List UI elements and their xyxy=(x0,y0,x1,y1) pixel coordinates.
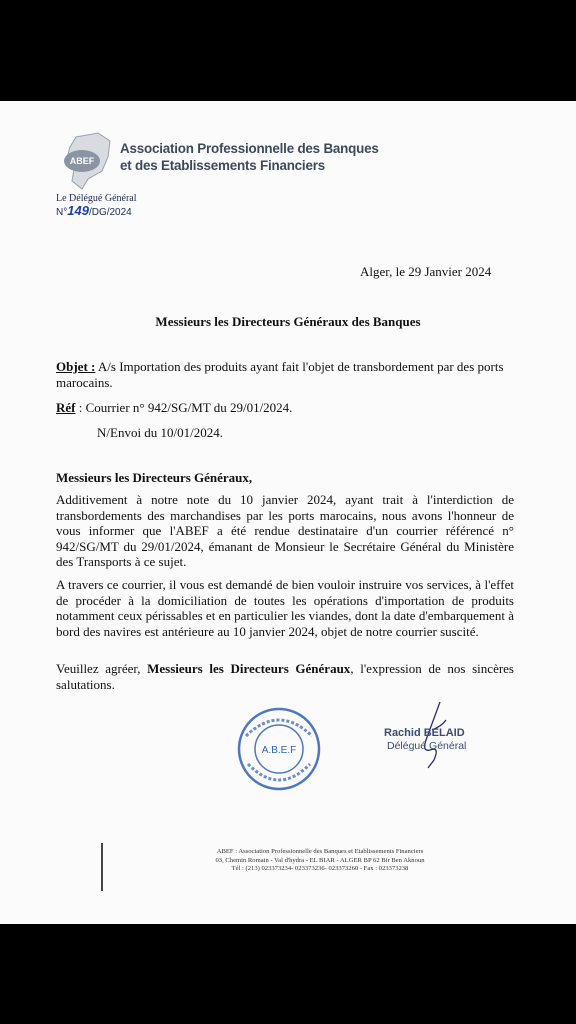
paragraph-1: Additivement à notre note du 10 janvier 2024, ayant trait à l'interdiction de transbordements des marchandises par les ports marocains, nous avons l'honneur de vous informer que l'ABEF a été rendue destinataire d'un courrier référencé n° 942/SG/MT du 29/01/2024, émanant de Monsieur le Secrétaire Général du Ministère des Transports à ce sujet. xyxy=(56,492,514,569)
closing-post: , l'expression de nos sincères salutations. xyxy=(56,661,514,692)
ref-suffix: /DG/2024 xyxy=(88,207,132,218)
reference-number xyxy=(56,205,137,219)
sender-title: Le Délégué Général xyxy=(56,193,137,204)
subject-line xyxy=(56,359,516,390)
reference-line xyxy=(56,400,516,416)
paragraph-2: A travers ce courrier, il vous est demandé de bien vouloir instruire vos services, à l'effet de procéder à la domiciliation de toutes les opérations d'importation de produits notamment ceux périssables et en particulier les viandes, dont la date d'embarquement à bord des navires est antérieure au 10 janvier 2024, objet de notre courrier suscité. xyxy=(56,577,514,639)
closing-paragraph xyxy=(56,661,514,692)
footer xyxy=(110,848,530,874)
logo-text: ABEF xyxy=(69,156,95,166)
reference-text: : Courrier n° 942/SG/MT du 29/01/2024. xyxy=(75,400,293,415)
subject-label: Objet : xyxy=(56,359,96,374)
organization-name xyxy=(120,140,379,174)
org-line-1: Association Professionnelle des Banques xyxy=(120,141,379,156)
addressee: Messieurs les Directeurs Généraux des Banques xyxy=(155,314,421,329)
footer-line-3: Tél : (213) 023373234- 023373236- 023373260 - Fax : 023373238 xyxy=(231,865,409,873)
footer-line-2: 03, Chemin Romain - Val d'hydra - EL BIAR - ALGER BP 62 Bir Ben Aknoun xyxy=(215,856,425,864)
org-line-2: et des Etablissements Financiers xyxy=(120,158,325,173)
closing-pre: Veuillez agréer, xyxy=(56,661,148,676)
ref-prefix: N° xyxy=(56,207,68,218)
signatory-name: Rachid BELAID xyxy=(384,727,465,739)
previous-dispatch: N/Envoi du 10/01/2024. xyxy=(97,425,224,440)
letter-date: Alger, le 29 Janvier 2024 xyxy=(360,264,492,279)
closing-bold: Messieurs les Directeurs Généraux xyxy=(147,661,351,676)
salutation: Messieurs les Directeurs Généraux, xyxy=(56,470,253,485)
reference-label: Réf xyxy=(56,400,76,415)
stamp-text: A.B.E.F xyxy=(261,745,297,756)
subject-text: A/s Importation des produits ayant fait l'objet de transbordement par des ports marocains. xyxy=(56,359,504,390)
sender-reference xyxy=(56,193,137,219)
ref-handwritten-number: 149 xyxy=(67,203,89,218)
footer-divider xyxy=(101,843,103,891)
abef-logo-icon xyxy=(58,131,116,195)
footer-line-1: ABEF : Association Professionnelle des Banques et Etablissements Financiers xyxy=(216,848,424,855)
signatory-title: Délégué Général xyxy=(387,740,467,752)
official-stamp-icon xyxy=(236,706,322,792)
